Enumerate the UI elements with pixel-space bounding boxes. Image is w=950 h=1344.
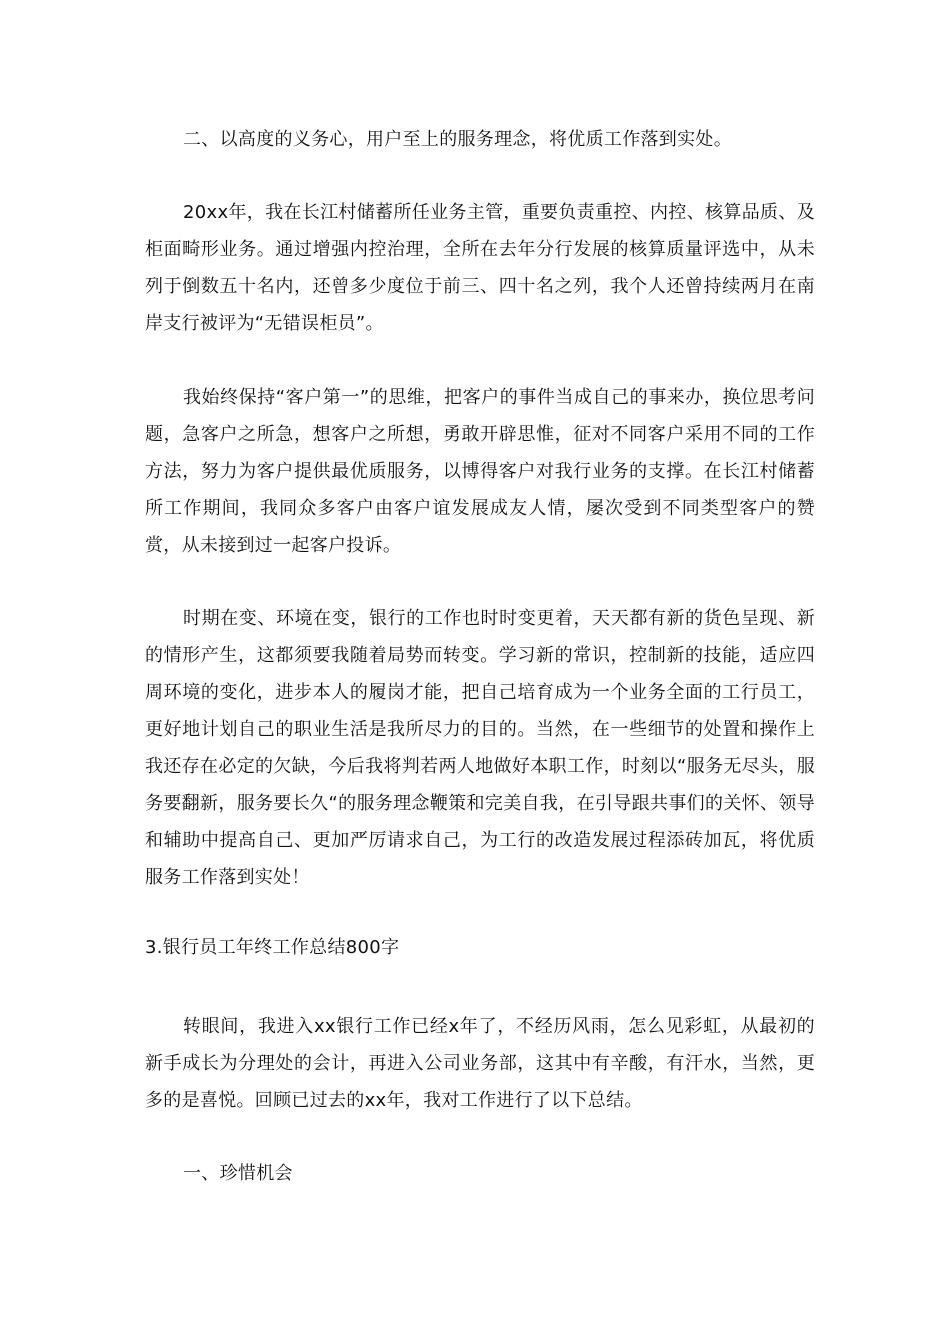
paragraph-intro-summary: 转眼间，我进入xx银行工作已经x年了，不经历风雨，怎么见彩虹，从最初的新手成长为分理处的会计，再进入公司业务部，这其中有辛酸，有汗水，当然，更多的是喜悦。回顾已过去的xx年，我对工作进行了以下总结。 [145, 1016, 815, 1111]
paragraph-changing-times: 时期在变、环境在变，银行的工作也时时变更着，天天都有新的货色呈现、新的情形产生，这都须要我随着局势而转变。学习新的常识，控制新的技能，适应四周环境的变化，进步本人的履岗才能，把自己培育成为一个业务全面的工行员工，更好地计划自己的职业生活是我所尽力的目的。当然，在一些细节的处置和操作上我还存在必定的欠缺，今后我将判若两人地做好本职工作，时刻以“服务无尽头，服务要翻新，服务要长久“的服务理念鞭策和完美自我，在引导跟共事们的关怀、领导和辅助中提高自己、更加严厉请求自己，为工行的改造发展过程添砖加瓦，将优质服务工作落到实处！ [145, 608, 815, 888]
section-two-heading: 二、以高度的义务心，用户至上的服务理念，将优质工作落到实处。 [183, 129, 732, 150]
article-title-3: 3.银行员工年终工作总结800字 [145, 937, 400, 958]
section-one-heading: 一、珍惜机会 [183, 1163, 293, 1184]
paragraph-business-supervisor: 20xx年，我在长江村储蓄所任业务主管，重要负责重控、内控、核算品质、及柜面畸形业务。通过增强内控治理，全所在去年分行发展的核算质量评选中，从未列于倒数五十名内，还曾多少度位于前三、四十名之列，我个人还曾持续两月在南岸支行被评为“无错误柜员”。 [145, 202, 815, 334]
paragraph-customer-first: 我始终保持“客户第一”的思维，把客户的事件当成自己的事来办，换位思考问题，急客户之所急，想客户之所想，勇敢开辟思惟，征对不同客户采用不同的工作方法，努力为客户提供最优质服务，以博得客户对我行业务的支撑。在长江村储蓄所工作期间，我同众多客户由客户谊发展成友人情，屡次受到不同类型客户的赞赏，从未接到过一起客户投诉。 [145, 387, 815, 556]
